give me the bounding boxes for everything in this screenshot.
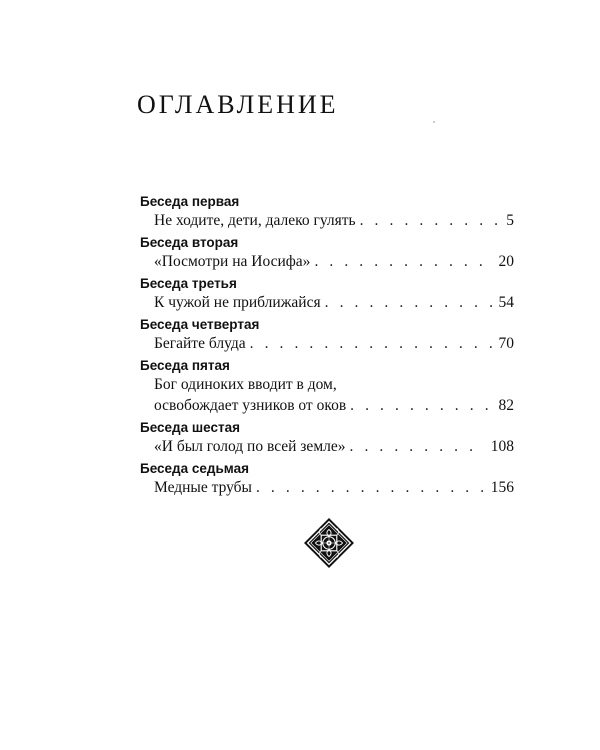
table-of-contents [140,193,514,501]
entry-line[interactable] [140,436,514,457]
entry-title: Беседа вторая [140,235,239,250]
entry-line[interactable] [140,333,514,354]
entry-title: Беседа четвертая [140,317,260,332]
page-number: 108 [490,438,514,455]
dot-leader [325,292,493,313]
diamond-knot-ornament-icon [303,517,355,569]
toc-entry-3 [140,275,514,313]
entry-text: Бегайте блуда [154,335,246,352]
entry-text: К чужой не приближайся [154,294,321,311]
dot-leader [350,395,492,416]
page-number: 82 [498,397,514,414]
dot-leader [350,436,485,457]
entry-title: Беседа третья [140,276,237,291]
entry-title: Беседа пятая [140,358,230,373]
entry-title: Беседа первая [140,194,240,209]
dot-leader [250,333,493,354]
entry-line[interactable] [140,374,514,395]
paper-speck [433,121,435,123]
entry-line[interactable] [140,251,514,272]
page-number: 156 [490,479,514,496]
dot-leader [314,251,492,272]
toc-entry-2 [140,234,514,272]
entry-text: «И был голод по всей земле» [154,438,346,455]
entry-title: Беседа седьмая [140,461,249,476]
entry-text: Бог одиноких вводит в дом, [154,376,337,393]
toc-entry-7 [140,460,514,498]
entry-line[interactable] [140,292,514,313]
toc-entry-6 [140,419,514,457]
page-number: 54 [498,294,514,311]
entry-line[interactable] [140,395,514,416]
page-number: 70 [498,335,514,352]
entry-text: Не ходите, дети, далеко гулять [154,212,356,229]
entry-text: Медные трубы [154,479,252,496]
entry-title: Беседа шестая [140,420,240,435]
dot-leader [360,210,501,231]
toc-entry-4 [140,316,514,354]
toc-heading: ОГЛАВЛЕНИЕ [137,90,339,119]
page-number: 5 [506,212,514,229]
entry-line[interactable] [140,477,514,498]
page-number: 20 [498,253,514,270]
dot-leader [256,477,485,498]
entry-text: «Посмотри на Иосифа» [154,253,311,270]
toc-entry-5 [140,357,514,416]
entry-line[interactable] [140,210,514,231]
toc-entry-1 [140,193,514,231]
entry-text: освобождает узников от оков [154,397,347,414]
